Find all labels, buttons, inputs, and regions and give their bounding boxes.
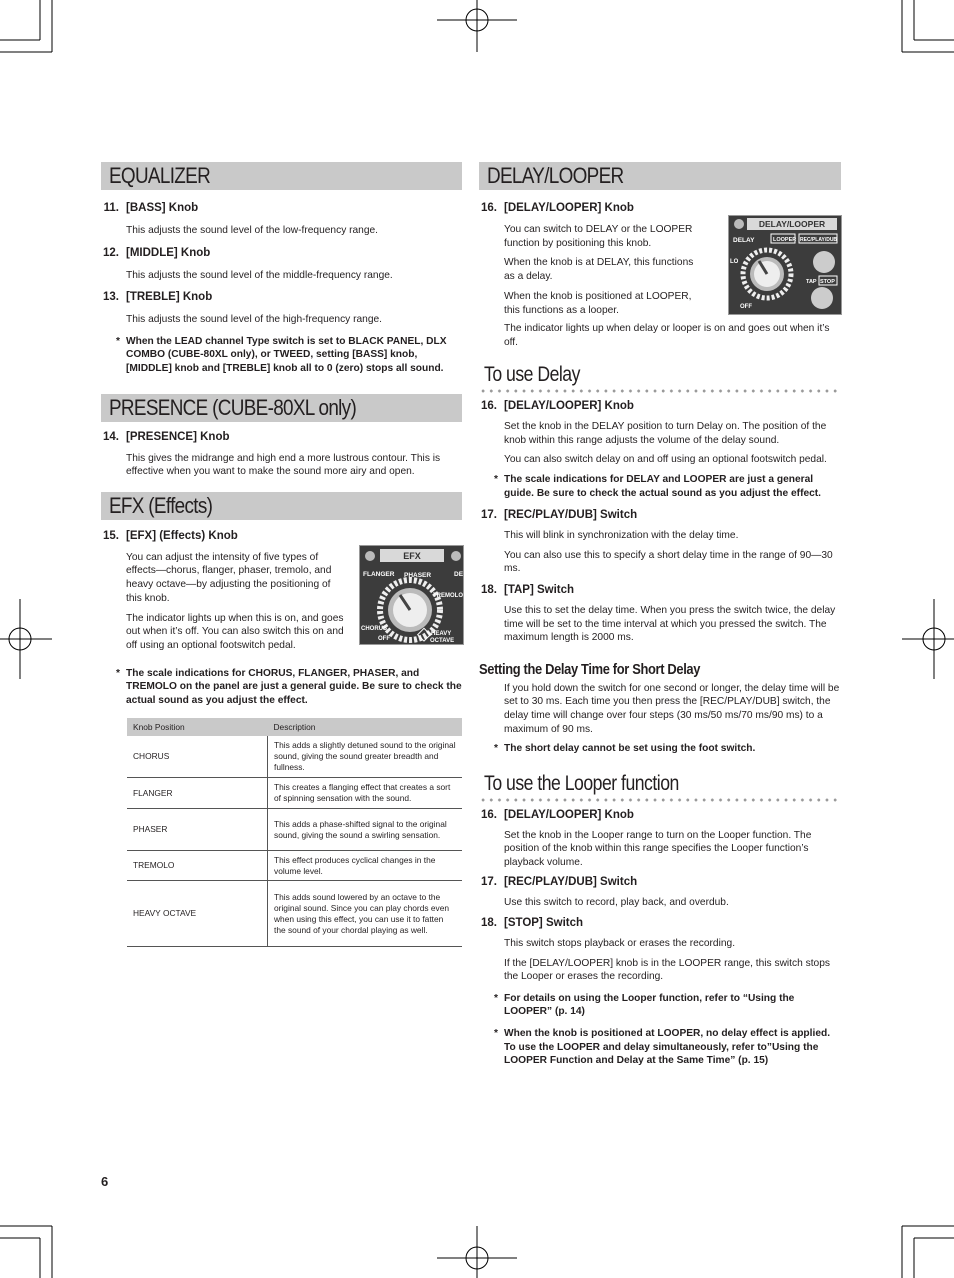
use-delay-17-text-2: You can also use this to specify a short delay time in the range of 90—30 ms. [504, 549, 833, 575]
use-looper-18-text-2: If the [DELAY/LOOPER] knob is in the LOOPER range, this switch stops the Looper or erases the recording. [504, 957, 830, 983]
efx-knob-item: 15. [EFX] (Effects) Knob [103, 529, 238, 542]
use-looper-item-18: 18. [STOP] Switch [481, 917, 584, 930]
svg-text:DELAY: DELAY [733, 237, 755, 244]
use-delay-heading: To use Delay [484, 363, 580, 387]
use-delay-item-16: 16. [DELAY/LOOPER] Knob [481, 400, 634, 413]
presence-text: This gives the midrange and high end a more lustrous contour. This is effective when you want to make the sound more airy and open. [126, 452, 441, 478]
svg-text:TAP: TAP [806, 279, 817, 285]
table-row [127, 778, 462, 809]
svg-text:EFX: EFX [403, 550, 421, 561]
efx-heading: EFX (Effects) [101, 492, 462, 520]
svg-text:REC/PLAY/DUB: REC/PLAY/DUB [800, 237, 838, 243]
delay-looper-knob-item: 16. [DELAY/LOOPER] Knob [481, 202, 634, 214]
use-looper-18-text-1: This switch stops playback or erases the recording. [504, 938, 736, 950]
table-cell: CHORUS [127, 736, 268, 778]
use-delay-16-text-2: You can also switch delay on and off using an optional footswitch pedal. [504, 454, 827, 466]
use-looper-note-2: * When the knob is positioned at LOOPER, no delay effect is applied. To use the LOOPER and delay simultaneously, refer to”Using the LOOPER Function and Delay at the Same Time” (p. 15) [494, 1028, 831, 1067]
use-looper-heading: To use the Looper function [484, 771, 679, 795]
table-cell: PHASER [127, 809, 268, 851]
use-delay-item-17: 17. [REC/PLAY/DUB] Switch [481, 509, 638, 522]
svg-text:TREMOLO: TREMOLO [433, 592, 463, 599]
use-looper-item-17: 17. [REC/PLAY/DUB] Switch [481, 876, 638, 889]
presence-knob-item: 14. [PRESENCE] Knob [103, 430, 230, 443]
delay-looper-text-4: The indicator lights up when delay or looper is on and goes out when it’s off. [504, 323, 830, 348]
table-header: Knob Position [127, 718, 268, 736]
use-delay-note: * The scale indications for DELAY and LOOPER are just a general guide. Be sure to check the actual sound as you adjust the effect. [494, 473, 822, 499]
use-delay-18-text-1: Use this to set the delay time. When you press the switch twice, the delay time will be set to the time interval at which you pressed the switch. The maximum length is 2000 ms. [504, 604, 836, 644]
use-delay-item-18: 18. [TAP] Switch [481, 583, 575, 596]
efx-panel-image [359, 545, 464, 645]
svg-text:DE: DE [454, 570, 463, 578]
left-column [101, 162, 462, 947]
svg-text:LO: LO [730, 259, 739, 265]
efx-panel-graphic [360, 546, 463, 644]
table-row [127, 736, 462, 778]
use-looper-item-16: 16. [DELAY/LOOPER] Knob [481, 808, 634, 821]
table-cell: This adds a slightly detuned sound to the original sound, giving the sound greater breadth and fullness. [268, 736, 463, 778]
delay-looper-panel-image [728, 215, 842, 315]
table-cell: This effect produces cyclical changes in the volume level. [268, 851, 463, 881]
svg-text:OFF: OFF [740, 304, 752, 310]
short-delay-heading: Setting the Delay Time for Short Delay [479, 660, 701, 678]
table-header-row [127, 718, 462, 736]
equalizer-note: * When the LEAD channel Type switch is set to BLACK PANEL, DLX COMBO (CUBE-80XL only), or TWEED, setting [BASS] knob, [MIDDLE] knob and [TREBLE] knob all to 0 (zero) stops all sound. [116, 335, 447, 374]
efx-table [127, 718, 462, 948]
svg-text:DELAY/LOOPER: DELAY/LOOPER [758, 219, 826, 229]
svg-text:STOP: STOP [820, 279, 835, 285]
svg-text:OFF: OFF [378, 635, 390, 642]
equalizer-heading: EQUALIZER [101, 162, 462, 190]
treble-knob-item: 13. [TREBLE] Knob [103, 291, 213, 304]
use-delay-17-text-1: This will blink in synchronization with the delay time. [504, 530, 739, 542]
svg-text:OCTAVE: OCTAVE [430, 637, 455, 644]
middle-text: This adjusts the sound level of the middle-frequency range. [126, 269, 393, 281]
svg-text:FLANGER: FLANGER [363, 570, 395, 578]
svg-text:HEAVY: HEAVY [431, 630, 452, 637]
table-cell: This creates a flanging effect that creates a sort of spinning sensation with the sound. [268, 778, 463, 809]
table-header: Description [268, 718, 463, 736]
use-delay-16-text-1: Set the knob in the DELAY position to turn Delay on. The position of the knob within this range adjusts the volume of the delay sound. [504, 421, 827, 446]
svg-text:LOOPER: LOOPER [773, 237, 797, 243]
table-cell: TREMOLO [127, 851, 268, 881]
delay-looper-text-1: You can switch to DELAY or the LOOPER function by positioning this knob. [504, 224, 693, 249]
delay-looper-panel-graphic [729, 216, 841, 314]
table-row [127, 881, 462, 947]
table-row [127, 851, 462, 881]
bass-knob-item: 11. [BASS] Knob [103, 202, 199, 214]
short-delay-note: * The short delay cannot be set using the foot switch. [494, 743, 756, 755]
bass-text: This adjusts the sound level of the low-frequency range. [126, 225, 379, 236]
short-delay-text: If you hold down the switch for one second or longer, the delay time will be set to 30 ms. Each time you then press the [REC/PLAY/DUB] switch, the delay time will change over four steps (30 ms/50 ms/70 ms/90 ms) to a maximum of 90 ms. [504, 682, 840, 735]
use-looper-16-text: Set the knob in the Looper range to turn on the Looper function. The position of the knob within this range specifies the Looper function’s playback volume. [504, 829, 812, 868]
efx-text-1: You can adjust the intensity of five types of effects—chorus, flanger, phaser, tremolo, and heavy octave—by adjusting the positioning of this knob. [126, 551, 332, 604]
efx-note: * The scale indications for CHORUS, FLANGER, PHASER, and TREMOLO on the panel are just a general guide. Be sure to check the actual sound as you adjust the effect. [116, 667, 462, 706]
efx-text-2: The indicator lights up when this is on, and goes out when it’s off. You can also switch this on and off using an optional footswitch pedal. [126, 612, 344, 651]
table-cell: FLANGER [127, 778, 268, 809]
page-number: 6 [101, 1174, 109, 1189]
right-column [479, 162, 841, 1068]
table-cell: This adds sound lowered by an octave to the original sound. Since you can play chords even when using this effect, you can use it to fatten the sound of your chordal playing as well. [268, 881, 463, 947]
table-row [127, 809, 462, 851]
use-looper-17-text: Use this switch to record, play back, and overdub. [504, 897, 729, 909]
table-cell: HEAVY OCTAVE [127, 881, 268, 947]
delay-looper-text-3: When the knob is positioned at LOOPER, this functions as a looper. [504, 291, 692, 316]
svg-text:CHORUS: CHORUS [361, 625, 388, 632]
use-looper-note-1: * For details on using the Looper function, refer to “Using the LOOPER” (p. 14) [494, 992, 795, 1018]
presence-heading: PRESENCE (CUBE-80XL only) [101, 394, 462, 422]
delay-looper-heading: DELAY/LOOPER [479, 162, 841, 190]
treble-text: This adjusts the sound level of the high-frequency range. [126, 314, 382, 326]
middle-knob-item: 12. [MIDDLE] Knob [103, 246, 211, 259]
table-cell: This adds a phase-shifted signal to the original sound, giving the sound a swirling sensation. [268, 809, 463, 851]
delay-looper-text-2: When the knob is at DELAY, this functions as a delay. [504, 257, 694, 282]
svg-text:PHASER: PHASER [404, 571, 432, 579]
